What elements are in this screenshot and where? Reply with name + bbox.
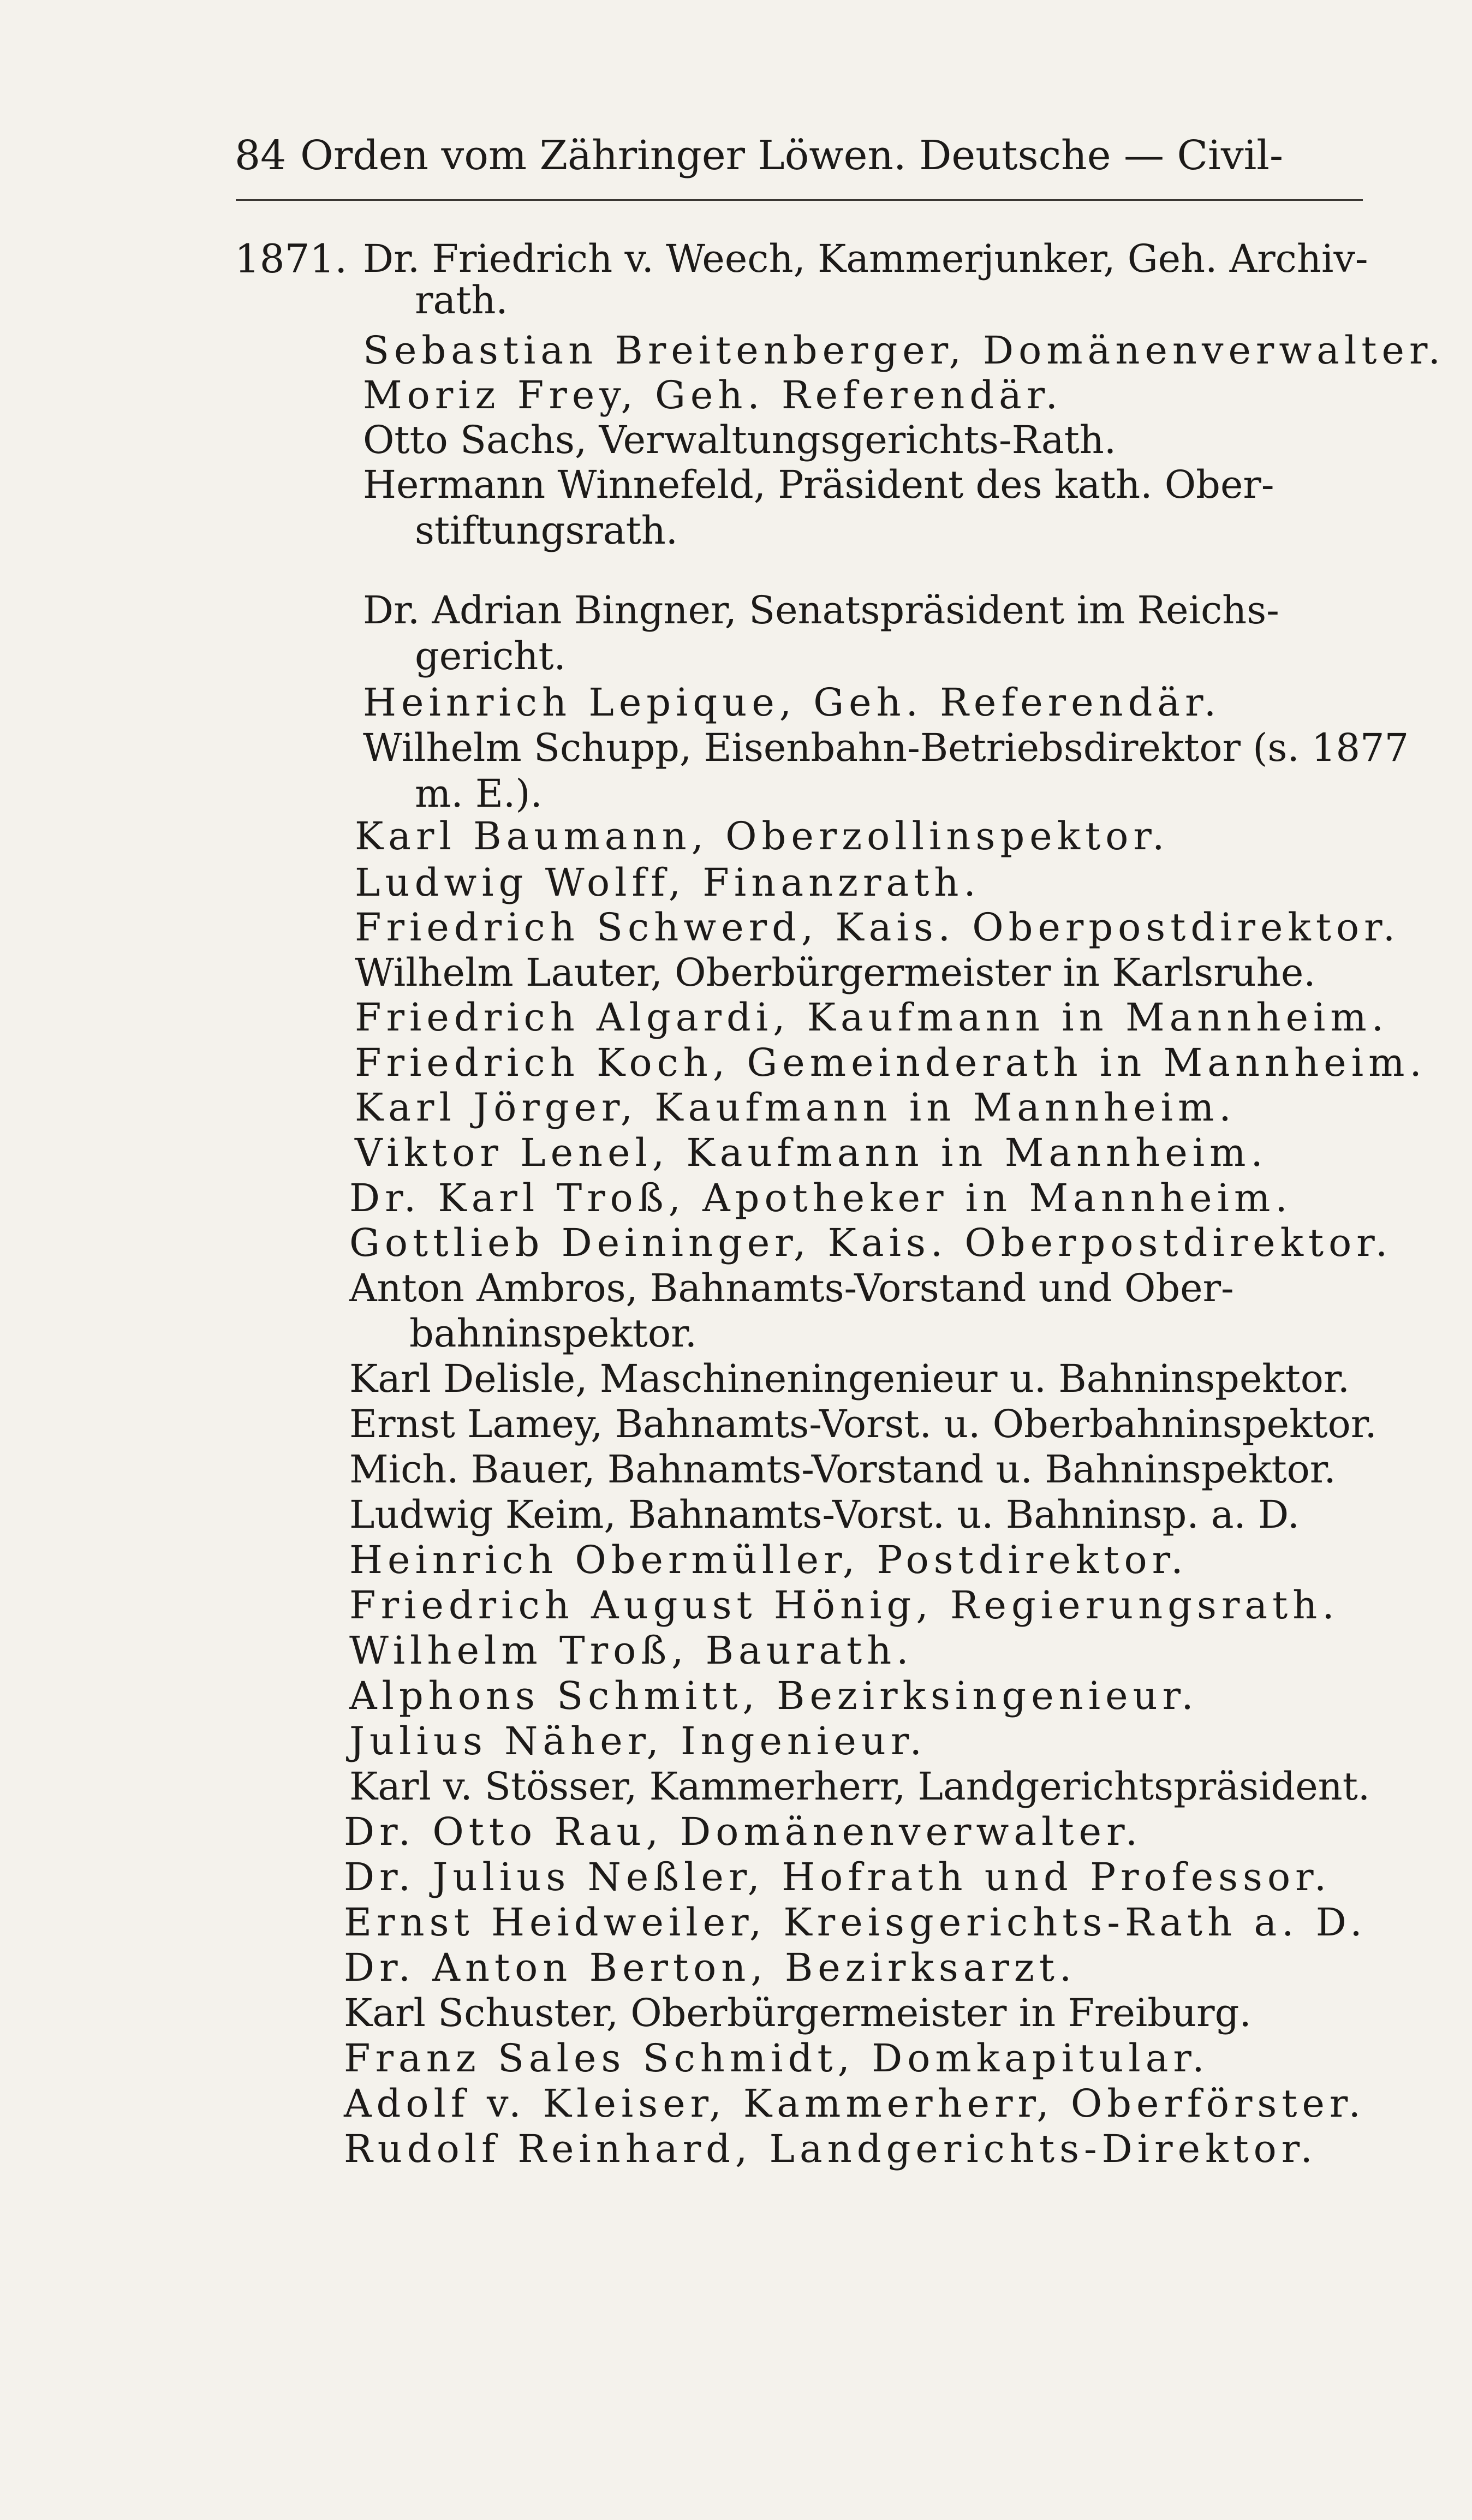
entry-1-line-1: Dr. Friedrich v. Weech, Kammerjunker, Geh. Archiv- [363, 236, 1368, 281]
entry-13: Friedrich Algardi, Kaufmann in Mannheim. [355, 995, 1389, 1040]
entry-20: Karl Delisle, Maschineningenieur u. Bahninspektor. [349, 1356, 1350, 1401]
entry-6-line-2: gericht. [415, 634, 566, 678]
entry-27: Alphons Schmitt, Bezirksingenieur. [349, 1673, 1199, 1718]
entry-28: Julius Näher, Ingenieur. [349, 1719, 927, 1764]
entry-21: Ernst Lamey, Bahnamts-Vorst. u. Oberbahninspektor. [349, 1402, 1377, 1446]
entry-23: Ludwig Keim, Bahnamts-Vorst. u. Bahninsp. a. D. [349, 1492, 1300, 1537]
entry-22: Mich. Bauer, Bahnamts-Vorstand u. Bahninspektor. [349, 1447, 1336, 1492]
entry-14: Friedrich Koch, Gemeinderath in Mannheim. [355, 1040, 1427, 1085]
header-title: Orden vom Zähringer Löwen. Deutsche — Civil- [300, 132, 1283, 179]
page-number: 84 [235, 132, 287, 179]
entry-10: Ludwig Wolff, Finanzrath. [355, 860, 981, 905]
header-rule [236, 199, 1363, 201]
entry-7: Heinrich Lepique, Geh. Referendär. [363, 680, 1221, 725]
entry-37: Rudolf Reinhard, Landgerichts-Direktor. [344, 2126, 1318, 2171]
entry-17: Dr. Karl Troß, Apotheker in Mannheim. [349, 1176, 1292, 1220]
entry-24: Heinrich Obermüller, Postdirektor. [349, 1538, 1188, 1582]
entry-11: Friedrich Schwerd, Kais. Oberpostdirektor. [355, 905, 1401, 950]
entry-8-line-2: m. E.). [415, 771, 543, 816]
entry-6-line-1: Dr. Adrian Bingner, Senatspräsident im Reichs- [363, 588, 1279, 633]
entry-8-line-1: Wilhelm Schupp, Eisenbahn-Betriebsdirektor (s. 1877 [363, 725, 1409, 770]
year-label: 1871. [235, 236, 348, 282]
entry-33: Dr. Anton Berton, Bezirksarzt. [344, 1945, 1077, 1990]
running-header [235, 120, 1315, 191]
entry-16: Viktor Lenel, Kaufmann in Mannheim. [355, 1130, 1268, 1175]
entry-30: Dr. Otto Rau, Domänenverwalter. [344, 1809, 1143, 1854]
entry-19-line-1: Anton Ambros, Bahnamts-Vorstand und Ober- [349, 1266, 1234, 1310]
entry-12: Wilhelm Lauter, Oberbürgermeister in Karlsruhe. [355, 950, 1316, 995]
entry-26: Wilhelm Troß, Baurath. [349, 1628, 914, 1673]
entry-31: Dr. Julius Neßler, Hofrath und Professor. [344, 1855, 1332, 1899]
entry-4: Otto Sachs, Verwaltungsgerichts-Rath. [363, 418, 1117, 462]
entry-9: Karl Baumann, Oberzollinspektor. [355, 814, 1170, 859]
entry-2: Sebastian Breitenberger, Domänenverwalter. [363, 328, 1446, 373]
entry-25: Friedrich August Hönig, Regierungsrath. [349, 1583, 1339, 1628]
entry-15: Karl Jörger, Kaufmann in Mannheim. [355, 1085, 1236, 1130]
entry-18: Gottlieb Deininger, Kais. Oberpostdirektor. [349, 1220, 1393, 1265]
entry-32: Ernst Heidweiler, Kreisgerichts-Rath a. D. [344, 1900, 1367, 1945]
entry-1-line-2: rath. [415, 278, 508, 323]
entry-5-line-1: Hermann Winnefeld, Präsident des kath. Ober- [363, 462, 1274, 507]
entry-35: Franz Sales Schmidt, Domkapitular. [344, 2036, 1209, 2081]
entry-19-line-2: bahninspektor. [409, 1311, 698, 1356]
entry-36: Adolf v. Kleiser, Kammerherr, Oberförster. [344, 2081, 1366, 2126]
entry-29: Karl v. Stösser, Kammerherr, Landgerichtspräsident. [349, 1764, 1370, 1809]
entry-5-line-2: stiftungsrath. [415, 508, 678, 553]
entry-34: Karl Schuster, Oberbürgermeister in Freiburg. [344, 1991, 1252, 2035]
entry-3: Moriz Frey, Geh. Referendär. [363, 373, 1063, 418]
